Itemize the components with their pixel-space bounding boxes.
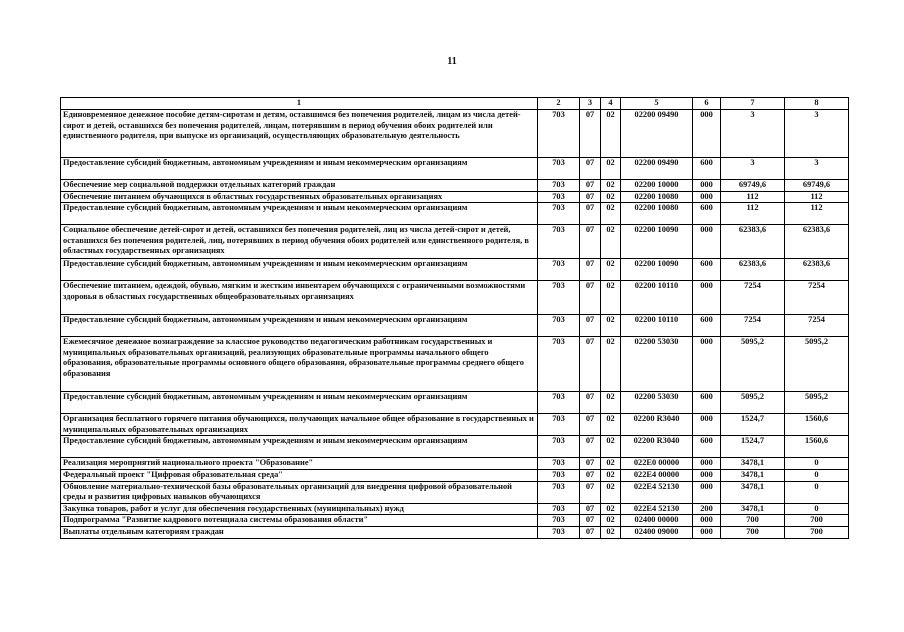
code-expense-type: 000 xyxy=(693,337,721,392)
code-expense-type: 600 xyxy=(693,315,721,337)
code-subsection: 02 xyxy=(601,337,621,392)
amount-year-1: 69749,6 xyxy=(721,180,785,192)
table-row xyxy=(61,458,849,470)
code-expense-type: 000 xyxy=(693,225,721,259)
code-target-article: 02400 00000 xyxy=(621,515,693,527)
code-section: 07 xyxy=(580,259,601,281)
code-section: 07 xyxy=(580,526,601,538)
amount-year-1: 3 xyxy=(721,110,785,158)
amount-year-2: 112 xyxy=(785,191,849,203)
code-subsection: 02 xyxy=(601,414,621,436)
code-chief-admin: 703 xyxy=(538,503,580,515)
code-expense-type: 000 xyxy=(693,515,721,527)
code-chief-admin: 703 xyxy=(538,526,580,538)
code-subsection: 02 xyxy=(601,315,621,337)
amount-year-1: 3478,1 xyxy=(721,469,785,481)
code-subsection: 02 xyxy=(601,436,621,458)
table-row xyxy=(61,180,849,192)
row-name: Предоставление субсидий бюджетным, автономным учреждениям и иным некоммерческим организациям xyxy=(61,436,538,458)
table-row xyxy=(61,281,849,315)
amount-year-2: 62383,6 xyxy=(785,225,849,259)
code-chief-admin: 703 xyxy=(538,315,580,337)
code-section: 07 xyxy=(580,110,601,158)
amount-year-1: 112 xyxy=(721,203,785,225)
column-header: 7 xyxy=(721,98,785,110)
code-subsection: 02 xyxy=(601,180,621,192)
code-section: 07 xyxy=(580,158,601,180)
code-subsection: 02 xyxy=(601,515,621,527)
amount-year-2: 0 xyxy=(785,481,849,503)
row-name: Предоставление субсидий бюджетным, автономным учреждениям и иным некоммерческим организациям xyxy=(61,259,538,281)
row-name: Предоставление субсидий бюджетным, автономным учреждениям и иным некоммерческим организациям xyxy=(61,203,538,225)
amount-year-2: 0 xyxy=(785,469,849,481)
table-row xyxy=(61,392,849,414)
code-target-article: 022E4 52130 xyxy=(621,481,693,503)
amount-year-1: 700 xyxy=(721,526,785,538)
column-header: 8 xyxy=(785,98,849,110)
code-target-article: 022E4 00000 xyxy=(621,469,693,481)
table-row xyxy=(61,503,849,515)
code-subsection: 02 xyxy=(601,503,621,515)
table-row xyxy=(61,515,849,527)
code-target-article: 02200 10090 xyxy=(621,259,693,281)
code-expense-type: 000 xyxy=(693,458,721,470)
code-chief-admin: 703 xyxy=(538,392,580,414)
code-chief-admin: 703 xyxy=(538,158,580,180)
code-subsection: 02 xyxy=(601,526,621,538)
code-target-article: 02200 10080 xyxy=(621,203,693,225)
budget-table xyxy=(60,97,849,539)
code-expense-type: 000 xyxy=(693,110,721,158)
code-section: 07 xyxy=(580,203,601,225)
code-section: 07 xyxy=(580,191,601,203)
code-chief-admin: 703 xyxy=(538,469,580,481)
code-chief-admin: 703 xyxy=(538,281,580,315)
code-section: 07 xyxy=(580,414,601,436)
row-name: Обновление материально-технической базы образовательных организаций для внедрения цифровой образовательной среды и развития цифровых навыков обучающихся xyxy=(61,481,538,503)
code-subsection: 02 xyxy=(601,392,621,414)
code-section: 07 xyxy=(580,225,601,259)
amount-year-1: 5095,2 xyxy=(721,337,785,392)
code-chief-admin: 703 xyxy=(538,180,580,192)
amount-year-2: 62383,6 xyxy=(785,259,849,281)
table-row xyxy=(61,225,849,259)
column-header: 4 xyxy=(601,98,621,110)
code-target-article: 02200 10110 xyxy=(621,281,693,315)
amount-year-1: 700 xyxy=(721,515,785,527)
page-number: 11 xyxy=(447,56,457,67)
code-target-article: 02200 09490 xyxy=(621,110,693,158)
code-chief-admin: 703 xyxy=(538,458,580,470)
amount-year-2: 1560,6 xyxy=(785,414,849,436)
code-section: 07 xyxy=(580,392,601,414)
amount-year-1: 3478,1 xyxy=(721,503,785,515)
code-section: 07 xyxy=(580,515,601,527)
code-section: 07 xyxy=(580,180,601,192)
row-name: Закупка товаров, работ и услуг для обеспечения государственных (муниципальных) нужд xyxy=(61,503,538,515)
code-subsection: 02 xyxy=(601,203,621,225)
table-row xyxy=(61,259,849,281)
amount-year-1: 3 xyxy=(721,158,785,180)
code-expense-type: 000 xyxy=(693,526,721,538)
amount-year-1: 62383,6 xyxy=(721,259,785,281)
code-expense-type: 200 xyxy=(693,503,721,515)
table-row xyxy=(61,158,849,180)
code-subsection: 02 xyxy=(601,191,621,203)
code-chief-admin: 703 xyxy=(538,481,580,503)
row-name: Обеспечение питанием, одеждой, обувью, мягким и жестким инвентарем обучающихся с ограниченными возможностями здоровья в областных государственных общеобразовательных организациях xyxy=(61,281,538,315)
code-expense-type: 000 xyxy=(693,469,721,481)
column-header: 3 xyxy=(580,98,601,110)
code-section: 07 xyxy=(580,469,601,481)
code-subsection: 02 xyxy=(601,458,621,470)
row-name: Федеральный проект "Цифровая образовательная среда" xyxy=(61,469,538,481)
code-subsection: 02 xyxy=(601,281,621,315)
amount-year-2: 7254 xyxy=(785,281,849,315)
code-subsection: 02 xyxy=(601,481,621,503)
code-section: 07 xyxy=(580,281,601,315)
code-subsection: 02 xyxy=(601,110,621,158)
row-name: Реализация мероприятий национального проекта "Образование" xyxy=(61,458,538,470)
code-expense-type: 600 xyxy=(693,158,721,180)
header-row xyxy=(61,98,849,110)
code-chief-admin: 703 xyxy=(538,203,580,225)
code-target-article: 022E4 52130 xyxy=(621,503,693,515)
row-name: Единовременное денежное пособие детям-сиротам и детям, оставшимся без попечения родителей, лицам из числа детей-сирот и детей, оставшихся без попечения родителей, лицам, потерявшим в период обучения обоих родителей или единственного родителя, при выпуске из организаций, осуществляющих образовательную деятельность xyxy=(61,110,538,158)
table-row xyxy=(61,436,849,458)
amount-year-2: 700 xyxy=(785,526,849,538)
amount-year-1: 3478,1 xyxy=(721,458,785,470)
code-section: 07 xyxy=(580,436,601,458)
code-expense-type: 000 xyxy=(693,180,721,192)
code-target-article: 02200 10090 xyxy=(621,225,693,259)
code-target-article: 02200 10000 xyxy=(621,180,693,192)
code-chief-admin: 703 xyxy=(538,110,580,158)
amount-year-1: 112 xyxy=(721,191,785,203)
code-expense-type: 600 xyxy=(693,259,721,281)
code-expense-type: 600 xyxy=(693,436,721,458)
amount-year-1: 7254 xyxy=(721,315,785,337)
row-name: Выплаты отдельным категориям граждан xyxy=(61,526,538,538)
code-section: 07 xyxy=(580,458,601,470)
column-header: 2 xyxy=(538,98,580,110)
code-expense-type: 600 xyxy=(693,392,721,414)
amount-year-1: 1524,7 xyxy=(721,414,785,436)
amount-year-2: 1560,6 xyxy=(785,436,849,458)
column-header: 5 xyxy=(621,98,693,110)
amount-year-2: 3 xyxy=(785,158,849,180)
code-expense-type: 000 xyxy=(693,281,721,315)
code-chief-admin: 703 xyxy=(538,414,580,436)
amount-year-2: 700 xyxy=(785,515,849,527)
code-chief-admin: 703 xyxy=(538,337,580,392)
code-target-article: 02200 53030 xyxy=(621,392,693,414)
row-name: Обеспечение питанием обучающихся в областных государственных образовательных организациях xyxy=(61,191,538,203)
amount-year-2: 0 xyxy=(785,458,849,470)
code-subsection: 02 xyxy=(601,469,621,481)
row-name: Социальное обеспечение детей-сирот и детей, оставшихся без попечения родителей, лиц из числа детей-сирот и детей, оставшихся без попечения родителей, лиц, потерявших в период обучения обоих родителей или единственного родителя, в областных государственных организациях xyxy=(61,225,538,259)
code-target-article: 02200 09490 xyxy=(621,158,693,180)
code-expense-type: 600 xyxy=(693,203,721,225)
code-expense-type: 000 xyxy=(693,414,721,436)
table-row xyxy=(61,315,849,337)
table-row xyxy=(61,191,849,203)
code-target-article: 02400 09000 xyxy=(621,526,693,538)
amount-year-2: 7254 xyxy=(785,315,849,337)
table-row xyxy=(61,203,849,225)
code-target-article: 02200 53030 xyxy=(621,337,693,392)
table-row xyxy=(61,526,849,538)
table-row xyxy=(61,337,849,392)
column-header: 1 xyxy=(61,98,538,110)
table-row xyxy=(61,469,849,481)
amount-year-2: 0 xyxy=(785,503,849,515)
row-name: Предоставление субсидий бюджетным, автономным учреждениям и иным некоммерческим организациям xyxy=(61,315,538,337)
amount-year-1: 3478,1 xyxy=(721,481,785,503)
code-section: 07 xyxy=(580,503,601,515)
code-section: 07 xyxy=(580,337,601,392)
code-subsection: 02 xyxy=(601,259,621,281)
code-chief-admin: 703 xyxy=(538,515,580,527)
code-target-article: 02200 R3040 xyxy=(621,436,693,458)
amount-year-1: 5095,2 xyxy=(721,392,785,414)
row-name: Ежемесячное денежное вознаграждение за классное руководство педагогическим работникам государственных и муниципальных образовательных организаций, реализующих образовательные программы начального общего образования, образовательные программы основного общего образования, образовательные программы среднего общего образования xyxy=(61,337,538,392)
row-name: Предоставление субсидий бюджетным, автономным учреждениям и иным некоммерческим организациям xyxy=(61,158,538,180)
code-target-article: 022E0 00000 xyxy=(621,458,693,470)
code-expense-type: 000 xyxy=(693,191,721,203)
amount-year-1: 7254 xyxy=(721,281,785,315)
row-name: Подпрограмма "Развитие кадрового потенциала системы образования области" xyxy=(61,515,538,527)
code-subsection: 02 xyxy=(601,225,621,259)
code-chief-admin: 703 xyxy=(538,225,580,259)
row-name: Организация бесплатного горячего питания обучающихся, получающих начальное общее образование в государственных и муниципальных образовательных организациях xyxy=(61,414,538,436)
amount-year-2: 69749,6 xyxy=(785,180,849,192)
code-section: 07 xyxy=(580,481,601,503)
code-chief-admin: 703 xyxy=(538,191,580,203)
amount-year-2: 112 xyxy=(785,203,849,225)
amount-year-1: 62383,6 xyxy=(721,225,785,259)
amount-year-2: 5095,2 xyxy=(785,392,849,414)
code-chief-admin: 703 xyxy=(538,259,580,281)
code-target-article: 02200 R3040 xyxy=(621,414,693,436)
code-section: 07 xyxy=(580,315,601,337)
row-name: Обеспечение мер социальной поддержки отдельных категорий граждан xyxy=(61,180,538,192)
row-name: Предоставление субсидий бюджетным, автономным учреждениям и иным некоммерческим организациям xyxy=(61,392,538,414)
table-row xyxy=(61,110,849,158)
amount-year-1: 1524,7 xyxy=(721,436,785,458)
code-target-article: 02200 10080 xyxy=(621,191,693,203)
amount-year-2: 3 xyxy=(785,110,849,158)
table-row xyxy=(61,414,849,436)
code-target-article: 02200 10110 xyxy=(621,315,693,337)
code-subsection: 02 xyxy=(601,158,621,180)
amount-year-2: 5095,2 xyxy=(785,337,849,392)
code-chief-admin: 703 xyxy=(538,436,580,458)
column-header: 6 xyxy=(693,98,721,110)
code-expense-type: 000 xyxy=(693,481,721,503)
table-row xyxy=(61,481,849,503)
